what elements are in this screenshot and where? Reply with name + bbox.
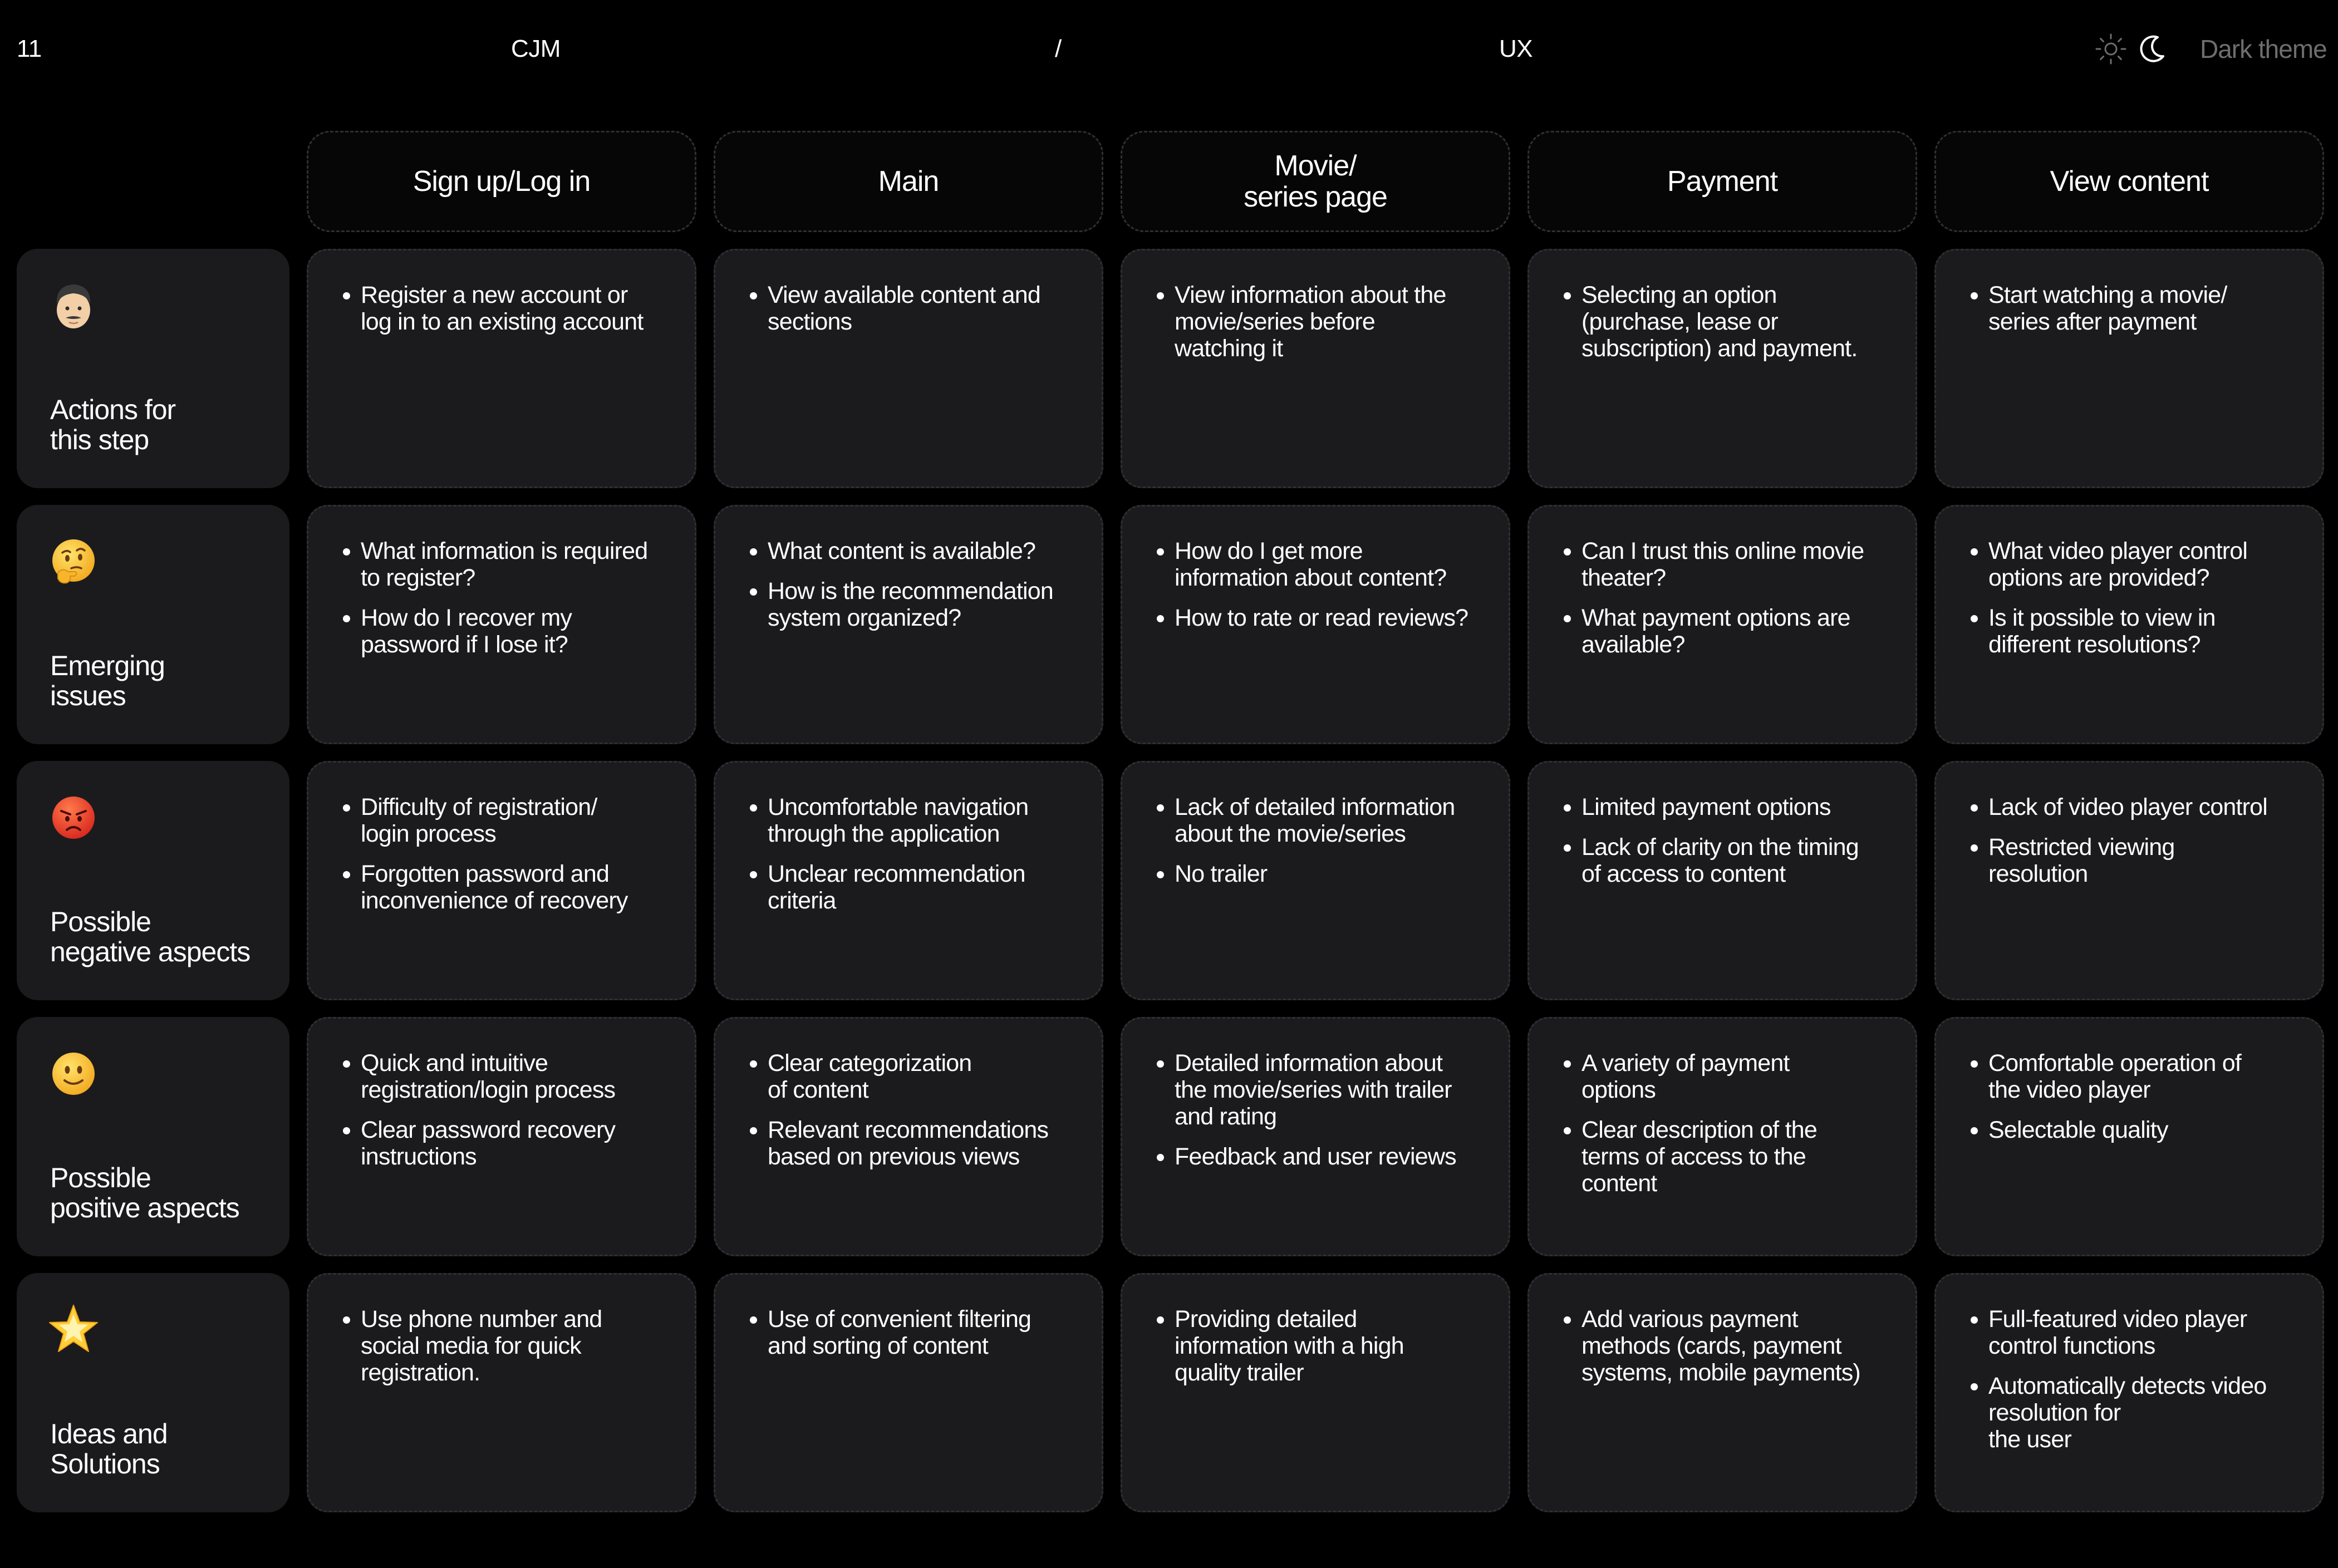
row-header-positive (17, 1017, 289, 1256)
list-item: • Can I trust this online movie theater? (1581, 538, 1891, 591)
list-item: • How is the recommendation system organized? (768, 578, 1077, 631)
list-item: • Clear password recovery instructions (361, 1117, 670, 1170)
cell-negative-signup (307, 761, 696, 1000)
glowing-star-icon (46, 1302, 101, 1358)
list-item: • Register a new account or log in to an existing account (361, 282, 670, 335)
list-item: • Difficulty of registration/ login process (361, 794, 670, 847)
list-item: • Restricted viewing resolution (1988, 834, 2298, 887)
cell-positive-view-content (1934, 1017, 2324, 1256)
cell-ideas-signup (307, 1273, 696, 1512)
list-item: • Detailed information about the movie/series with trailer and rating (1175, 1050, 1484, 1130)
list-item: • No trailer (1175, 861, 1484, 887)
sun-icon[interactable] (2093, 31, 2129, 67)
bullet-list (1961, 794, 2298, 887)
bullet-list (740, 1306, 1077, 1359)
bullet-list (740, 1050, 1077, 1170)
section-title-cjm: CJM (511, 35, 561, 62)
stage-header-view-content: View content (1934, 131, 2324, 232)
theme-label[interactable]: Dark theme (2200, 35, 2327, 63)
list-item: • Quick and intuitive registration/login process (361, 1050, 670, 1103)
row-header-negative (17, 761, 289, 1000)
list-item: • Clear description of the terms of access to the content (1581, 1117, 1891, 1197)
man-face-icon (46, 278, 101, 333)
list-item: • How to rate or read reviews? (1175, 604, 1484, 631)
bullet-list (1554, 794, 1891, 887)
cell-actions-view-content (1934, 249, 2324, 488)
cell-actions-signup (307, 249, 696, 488)
bullet-list (1147, 282, 1484, 362)
bullet-list (333, 794, 670, 914)
bullet-list (333, 538, 670, 658)
stage-header-movie-page: Movie/ series page (1121, 131, 1510, 232)
cell-ideas-main (714, 1273, 1103, 1512)
angry-face-icon (46, 790, 101, 846)
list-item: • How do I get more information about content? (1175, 538, 1484, 591)
list-item: • Limited payment options (1581, 794, 1891, 820)
cell-actions-main (714, 249, 1103, 488)
cell-issues-movie-page (1121, 505, 1510, 744)
bullet-list (1961, 282, 2298, 335)
list-item: • Forgotten password and inconvenience of recovery (361, 861, 670, 914)
bullet-list (1961, 1050, 2298, 1143)
list-item: • Clear categorization of content (768, 1050, 1077, 1103)
row-label: Emerging issues (50, 650, 165, 711)
row-label: Possible negative aspects (50, 906, 250, 967)
cell-issues-main (714, 505, 1103, 744)
cell-positive-signup (307, 1017, 696, 1256)
bullet-list (1961, 538, 2298, 658)
row-header-actions (17, 249, 289, 488)
bullet-list (1147, 1050, 1484, 1170)
row-header-issues (17, 505, 289, 744)
stage-header-main: Main (714, 131, 1103, 232)
list-item: • What information is required to register? (361, 538, 670, 591)
bullet-list (1147, 538, 1484, 631)
list-item: • Selectable quality (1988, 1117, 2298, 1143)
bullet-list (1961, 1306, 2298, 1453)
list-item: • Full-featured video player control functions (1988, 1306, 2298, 1359)
list-item: • Use of convenient filtering and sorting of content (768, 1306, 1077, 1359)
top-bar (0, 0, 2338, 100)
bullet-list (333, 1306, 670, 1386)
title-separator: / (1055, 35, 1062, 62)
slightly-smiling-face-icon (46, 1046, 101, 1102)
list-item: • A variety of payment options (1581, 1050, 1891, 1103)
list-item: • Lack of clarity on the timing of access to content (1581, 834, 1891, 887)
bullet-list (1554, 1050, 1891, 1197)
grid-corner (17, 131, 289, 232)
cjm-grid (17, 131, 2322, 1511)
list-item: • Relevant recommendations based on previous views (768, 1117, 1077, 1170)
bullet-list (1554, 538, 1891, 658)
stage-header-payment: Payment (1527, 131, 1917, 232)
cell-ideas-payment (1527, 1273, 1917, 1512)
list-item: • Selecting an option (purchase, lease or subscription) and payment. (1581, 282, 1891, 362)
stage-header-signup: Sign up/Log in (307, 131, 696, 232)
page-number: 11 (17, 35, 42, 62)
bullet-list (1147, 1306, 1484, 1386)
bullet-list (333, 1050, 670, 1170)
row-header-ideas (17, 1273, 289, 1512)
cell-issues-payment (1527, 505, 1917, 744)
list-item: • Lack of detailed information about the movie/series (1175, 794, 1484, 847)
cell-positive-main (714, 1017, 1103, 1256)
list-item: • What payment options are available? (1581, 604, 1891, 658)
list-item: • Uncomfortable navigation through the application (768, 794, 1077, 847)
cell-issues-signup (307, 505, 696, 744)
list-item: • What video player control options are provided? (1988, 538, 2298, 591)
list-item: • Comfortable operation of the video player (1988, 1050, 2298, 1103)
bullet-list (1147, 794, 1484, 887)
cell-actions-payment (1527, 249, 1917, 488)
bullet-list (333, 282, 670, 335)
cell-negative-payment (1527, 761, 1917, 1000)
bullet-list (1554, 1306, 1891, 1386)
list-item: • Lack of video player control (1988, 794, 2298, 820)
row-label: Ideas and Solutions (50, 1418, 168, 1479)
bullet-list (740, 538, 1077, 631)
bullet-list (740, 794, 1077, 914)
bullet-list (1554, 282, 1891, 362)
list-item: • What content is available? (768, 538, 1077, 564)
bullet-list (740, 282, 1077, 335)
cell-positive-payment (1527, 1017, 1917, 1256)
list-item: • Unclear recommendation criteria (768, 861, 1077, 914)
moon-icon[interactable] (2135, 33, 2168, 65)
list-item: • Add various payment methods (cards, payment systems, mobile payments) (1581, 1306, 1891, 1386)
section-title-ux: UX (1499, 35, 1533, 62)
list-item: • View information about the movie/series before watching it (1175, 282, 1484, 362)
cell-issues-view-content (1934, 505, 2324, 744)
list-item: • Automatically detects video resolution for the user (1988, 1373, 2298, 1453)
row-label: Actions for this step (50, 394, 176, 455)
cell-ideas-view-content (1934, 1273, 2324, 1512)
cell-negative-view-content (1934, 761, 2324, 1000)
list-item: • Start watching a movie/ series after payment (1988, 282, 2298, 335)
thinking-face-icon (46, 534, 101, 589)
list-item: • Providing detailed information with a high quality trailer (1175, 1306, 1484, 1386)
cell-positive-movie-page (1121, 1017, 1510, 1256)
cell-ideas-movie-page (1121, 1273, 1510, 1512)
list-item: • How do I recover my password if I lose it? (361, 604, 670, 658)
list-item: • View available content and sections (768, 282, 1077, 335)
row-label: Possible positive aspects (50, 1162, 239, 1223)
cell-negative-main (714, 761, 1103, 1000)
cell-actions-movie-page (1121, 249, 1510, 488)
list-item: • Is it possible to view in different resolutions? (1988, 604, 2298, 658)
list-item: • Use phone number and social media for quick registration. (361, 1306, 670, 1386)
cell-negative-movie-page (1121, 761, 1510, 1000)
theme-switcher[interactable] (2093, 31, 2327, 67)
list-item: • Feedback and user reviews (1175, 1143, 1484, 1170)
